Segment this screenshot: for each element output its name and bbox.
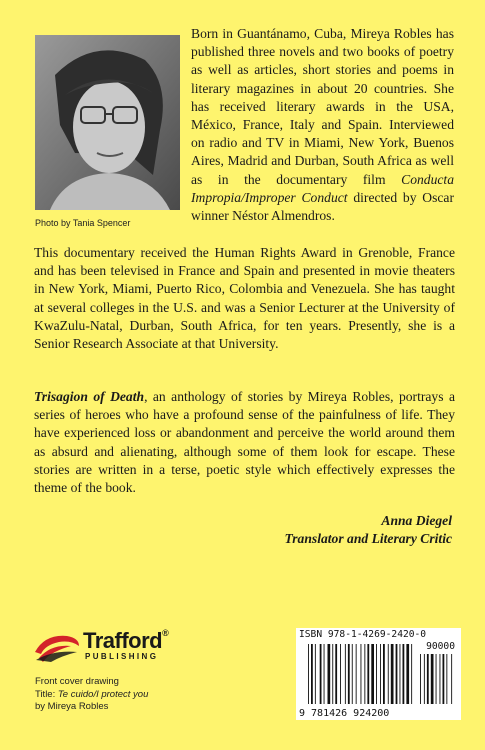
cover-credits bbox=[35, 676, 148, 714]
publisher-subtitle: PUBLISHING bbox=[85, 652, 159, 661]
author-photo bbox=[35, 35, 180, 210]
barcode-bars bbox=[296, 628, 461, 720]
credits-line3: by Mireya Robles bbox=[35, 701, 109, 712]
barcode-addon-number: 90000 bbox=[426, 641, 455, 652]
credits-line1: Front cover drawing bbox=[35, 676, 119, 687]
isbn-barcode bbox=[296, 628, 461, 720]
author-bio-top bbox=[191, 25, 454, 225]
trafford-swoosh-icon bbox=[33, 630, 83, 666]
book-blurb bbox=[34, 388, 455, 497]
blurb-signature bbox=[284, 512, 452, 548]
critic-name: Anna Diegel bbox=[381, 513, 452, 528]
publisher-name: Trafford® bbox=[83, 628, 169, 653]
bio-top-text: Born in Guantánamo, Cuba, Mireya Robles has published three novels and two books of poetry as well as articles, short stories and poems in literary magazines in about 20 countries. She has received literary awards in the USA, México, France, Italy and Spain. Interviewed on radio and TV in Miami, New York, Buenos Aires, Madrid and Durban, South Africa as well as in the documentary film bbox=[191, 26, 454, 187]
film-title: Conducta Impropia/Improper Conduct bbox=[191, 171, 454, 205]
bio-top-text-end: directed by Oscar winner Néstor Almendros. bbox=[191, 189, 454, 224]
photo-credit: Photo by Tania Spencer bbox=[35, 218, 131, 228]
book-title: Trisagion of Death bbox=[34, 389, 145, 404]
credits-title-line: Title: Te cuido/I protect you bbox=[35, 688, 149, 700]
drawing-title: Te cuido/I protect you bbox=[57, 688, 149, 700]
critic-role: Translator and Literary Critic bbox=[284, 531, 452, 547]
publisher-logo bbox=[33, 630, 203, 666]
isbn-text: ISBN 978-1-4269-2420-0 bbox=[299, 629, 427, 640]
blurb-text: , an anthology of stories by Mireya Robles, portrays a series of heroes who have a profound sense of the painfulness of life. They have experienced loss or abandonment and perceive the world around them as absurd and alienating, although some of them look for escape. These stories are written in a terse, poetic style which effectively expresses the theme of the book. bbox=[34, 389, 455, 496]
author-bio-bottom: This documentary received the Human Rights Award in Grenoble, France and has been televised in France and Spain and presented in movie theaters in New York, Miami, Puerto Rico, Colombia and Venezuela. She has taught at several colleges in the U.S. and was a Senior Lecturer at the University of KwaZulu-Natal, Durban, South Africa, for ten years. Presently, she is a Senior Research Associate at that University. bbox=[34, 245, 455, 352]
ean-number: 9 781426 924200 bbox=[299, 708, 390, 719]
